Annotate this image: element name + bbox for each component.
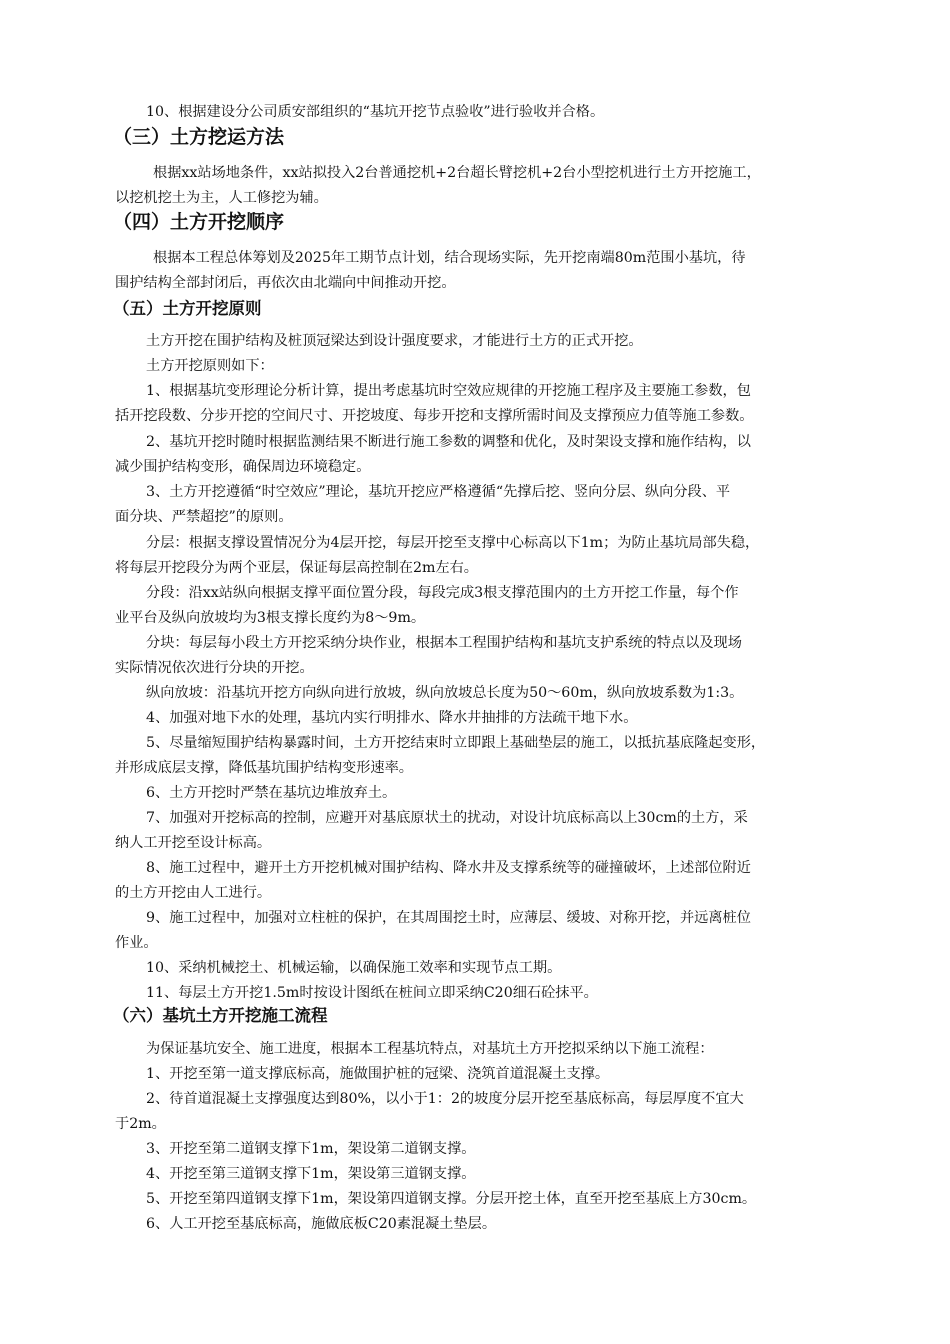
paragraph-line: 面分块、严禁超挖”的原则。 — [115, 509, 293, 525]
paragraph-line: 为保证基坑安全、施工进度，根据本工程基坑特点，对基坑土方开挖拟采纳以下施工流程： — [146, 1041, 714, 1057]
paragraph-line: 7、加强对开挖标高的控制，应避开对基底原状土的扰动，对设计坑底标高以上30cm的土方，采 — [146, 810, 748, 826]
paragraph-line: 括开挖段数、分步开挖的空间尺寸、开挖坡度、每步开挖和支撑所需时间及支撑预应力值等施工参数。 — [115, 408, 754, 424]
paragraph-line: 将每层开挖段分为两个亚层，保证每层高控制在2m左右。 — [115, 560, 478, 576]
paragraph-line: 土方开挖在围护结构及桩顶冠梁达到设计强度要求，才能进行土方的正式开挖。 — [146, 333, 643, 349]
paragraph-line: 纳人工开挖至设计标高。 — [115, 835, 272, 851]
paragraph-line: 6、人工开挖至基底标高，施做底板C20素混凝土垫层。 — [146, 1216, 497, 1232]
paragraph-line: 2、基坑开挖时随时根据监测结果不断进行施工参数的调整和优化，及时架设支撑和施作结构，以 — [146, 434, 751, 450]
paragraph-line: 实际情况依次进行分块的开挖。 — [115, 660, 314, 676]
paragraph-line: 8、施工过程中，避开土方开挖机械对围护结构、降水井及支撑系统等的碰撞破坏，上述部位附近 — [146, 860, 751, 876]
paragraph-line: 土方开挖原则如下： — [146, 358, 274, 374]
paragraph-line: 分层：根据支撑设置情况分为4层开挖，每层开挖至支撑中心标高以下1m；为防止基坑局部失稳， — [146, 535, 760, 551]
paragraph-line: 1、开挖至第一道支撑底标高，施做围护桩的冠梁、浇筑首道混凝土支撑。 — [146, 1066, 610, 1082]
paragraph-line: 业平台及纵向放坡均为3根支撑长度约为8～9m。 — [115, 610, 426, 626]
paragraph-line: 以挖机挖土为主，人工修挖为辅。 — [115, 190, 328, 206]
paragraph-line: 分段：沿xx站纵向根据支撑平面位置分段，每段完成3根支撑范围内的土方开挖工作量，每个作 — [146, 585, 739, 601]
paragraph-line: 3、开挖至第二道钢支撑下1m，架设第二道钢支撑。 — [146, 1141, 476, 1157]
paragraph-line: 并形成底层支撑，降低基坑围护结构变形速率。 — [115, 760, 413, 776]
paragraph-line: 减少围护结构变形，确保周边环境稳定。 — [115, 459, 371, 475]
paragraph-line: 4、开挖至第三道钢支撑下1m，架设第三道钢支撑。 — [146, 1166, 476, 1182]
paragraph-line: 作业。 — [115, 935, 158, 951]
paragraph-line: 5、尽量缩短围护结构暴露时间，土方开挖结束时立即跟上基础垫层的施工，以抵抗基底隆起变形， — [146, 735, 766, 751]
paragraph-line: 根据本工程总体筹划及2025年工期节点计划，结合现场实际，先开挖南端80m范围小基坑，待 — [153, 250, 746, 266]
paragraph-line: 于2m。 — [115, 1116, 166, 1132]
section-heading: （三）土方挖运方法 — [113, 126, 285, 148]
paragraph-line: 5、开挖至第四道钢支撑下1m，架设第四道钢支撑。分层开挖土体，直至开挖至基底上方30cm。 — [146, 1191, 757, 1207]
section-heading: （六）基坑土方开挖施工流程 — [113, 1006, 328, 1025]
paragraph-line: 的土方开挖由人工进行。 — [115, 885, 272, 901]
paragraph-line: 11、每层土方开挖1.5m时按设计图纸在桩间立即采纳C20细石砼抹平。 — [146, 985, 598, 1001]
paragraph-line: 4、加强对地下水的处理，基坑内实行明排水、降水井抽排的方法疏干地下水。 — [146, 710, 638, 726]
section-heading: （五）土方开挖原则 — [113, 299, 262, 318]
paragraph-line: 分块：每层每小段土方开挖采纳分块作业，根据本工程围护结构和基坑支护系统的特点以及现场 — [146, 635, 742, 651]
paragraph-line: 6、土方开挖时严禁在基坑边堆放弃土。 — [146, 785, 397, 801]
paragraph-line: 纵向放坡：沿基坑开挖方向纵向进行放坡，纵向放坡总长度为50～60m，纵向放坡系数为1:3。 — [146, 685, 744, 701]
paragraph-line: 3、土方开挖遵循“时空效应”理论，基坑开挖应严格遵循“先撑后挖、竖向分层、纵向分段、平 — [146, 484, 731, 500]
paragraph-line: 9、施工过程中，加强对立柱桩的保护，在其周围挖土时，应薄层、缓坡、对称开挖，并远离桩位 — [146, 910, 751, 926]
paragraph-line: 1、根据基坑变形理论分析计算，提出考虑基坑时空效应规律的开挖施工程序及主要施工参数，包 — [146, 383, 751, 399]
section-heading: （四）土方开挖顺序 — [113, 211, 285, 233]
paragraph-line: 10、根据建设分公司质安部组织的“基坑开挖节点验收”进行验收并合格。 — [146, 104, 605, 120]
paragraph-line: 10、采纳机械挖土、机械运输，以确保施工效率和实现节点工期。 — [146, 960, 562, 976]
paragraph-line: 根据xx站场地条件，xx站拟投入2台普通挖机+2台超长臂挖机+2台小型挖机进行土方开挖施工， — [153, 165, 761, 181]
paragraph-line: 围护结构全部封闭后，再依次由北端向中间推动开挖。 — [115, 275, 456, 291]
paragraph-line: 2、待首道混凝土支撑强度达到80%，以小于1：2的坡度分层开挖至基底标高，每层厚度不宜大 — [146, 1091, 744, 1107]
